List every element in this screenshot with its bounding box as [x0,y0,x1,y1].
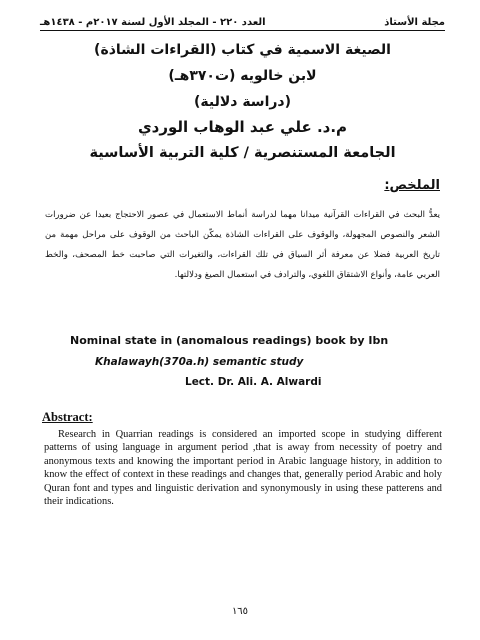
english-author: Lect. Dr. Ali. A. Alwardi [185,376,322,388]
arabic-abstract-body: يعدُّ البحث في القراءات القرآنية ميدانا مهما لدراسة أنماط الاستعمال في عصور الاحتجاج بعيدا عن ضرورات الشعر والنصوص المجهولة، والوقوف على القراءات الشاذة يمكّن الباحث من الوقوف على مراحل مهمة من تاريخ العربية فضلا عن معرفة أثر السياق في تلك القراءات، والتغيرات التي صاحبت خط المصحف، والخط العربي عامة، وأنواع الاشتقاق اللغوي، والترادف في استعمال الصيغ ودلالتها. [45,210,440,280]
header-divider [40,30,445,31]
english-abstract-heading: Abstract: [42,410,93,424]
journal-name: مجلة الأستاذ [384,17,445,28]
arabic-title-line-3: (دراسة دلالية) [193,94,292,110]
running-header [40,12,445,28]
arabic-title-line-1: الصيغة الاسمية في كتاب (القراءات الشاذة) [94,42,391,58]
english-title-line-2: Khalawayh(370a.h) semantic study [95,356,304,368]
arabic-title-line-2: لابن خالويه (ت٣٧٠هـ) [168,68,317,84]
arabic-author: م.د. علي عبد الوهاب الوردي [137,118,348,136]
arabic-abstract-heading: الملخص: [384,178,440,193]
arabic-affiliation: الجامعة المستنصرية / كلية التربية الأساسية [89,145,396,161]
page-number: ١٦٥ [231,606,249,617]
english-title-line-1: Nominal state in (anomalous readings) book by Ibn [70,334,389,347]
issue-info: العدد ٢٢٠ - المجلد الأول لسنة ٢٠١٧م - ١٤٣٨هـ [40,17,266,28]
english-abstract-body: Research in Quarrian readings is considered an imported scope in studying different patterns of using language in argument period ,that is away from necessity of poetry and anonymous texts and knowing the important period in Arabic language history, in addition to know the effect of context in these readings and changes that, generally period Arabic and holy Quran font and types and linguistic derivation and synonymously in using these patterens and their indications. [44,429,442,508]
